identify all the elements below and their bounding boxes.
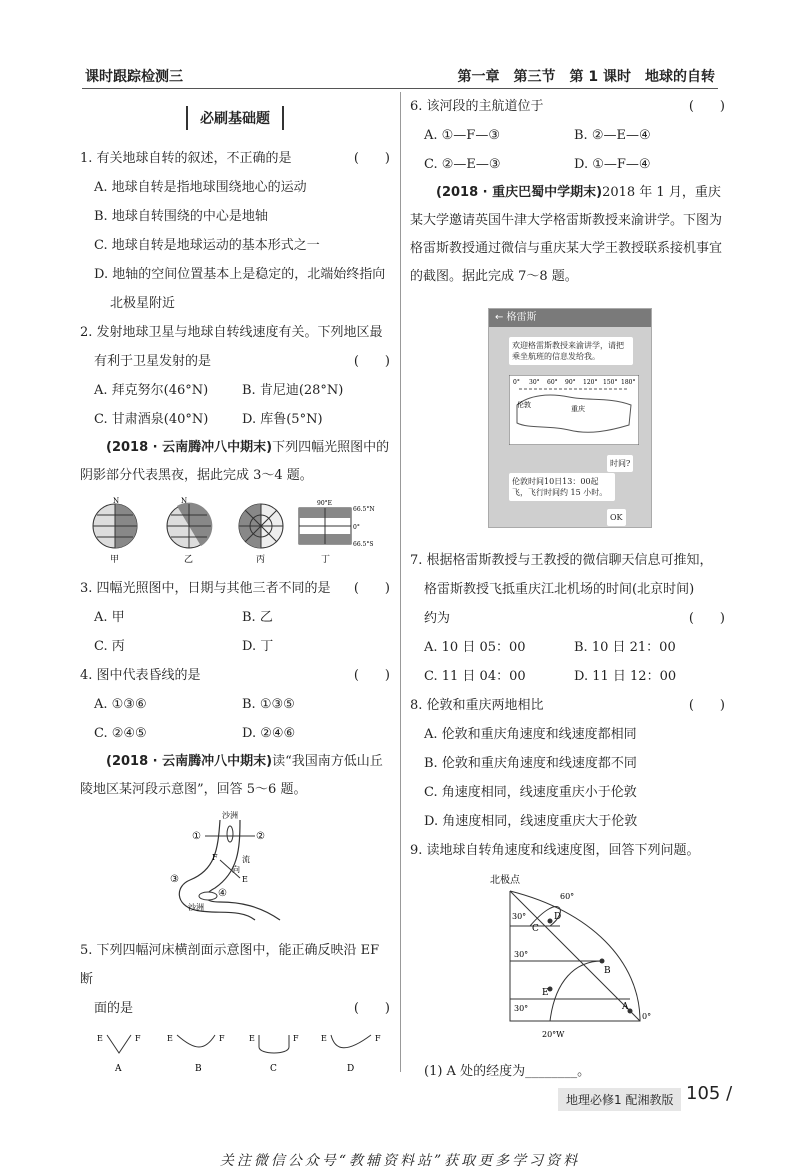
svg-text:E: E bbox=[242, 875, 248, 884]
svg-text:F: F bbox=[375, 1034, 381, 1043]
wechat-screenshot bbox=[488, 308, 652, 528]
q7-stem-3: 约为 ( ) bbox=[424, 611, 725, 626]
chat-world-map bbox=[509, 375, 639, 445]
q3-stem: 3. 四幅光照图中，日期与其他三者不同的是 ( ) bbox=[80, 581, 390, 596]
q7-options-row1: A. 10 日 05：00 B. 10 日 21：00 bbox=[424, 640, 676, 655]
header-left-title: 课时跟踪检测三 bbox=[85, 69, 183, 85]
svg-text:重庆: 重庆 bbox=[571, 405, 585, 413]
svg-text:流: 流 bbox=[242, 855, 250, 864]
q6-options-row1: A. ①—F—③ B. ②—E—④ bbox=[424, 128, 651, 143]
q1-option-b: B. 地球自转围绕的中心是地轴 bbox=[94, 209, 268, 224]
chat-message-1: 欢迎格雷斯教授来渝讲学，请把乘坐航班的信息发给我。 bbox=[509, 337, 633, 365]
svg-text:E: E bbox=[97, 1034, 103, 1043]
svg-text:90°E: 90°E bbox=[317, 500, 333, 507]
header-right-title: 第一章 第三节 第 1 课时 地球的自转 bbox=[457, 69, 715, 85]
svg-text:E: E bbox=[167, 1034, 173, 1043]
svg-text:B: B bbox=[604, 966, 611, 976]
profile-d bbox=[321, 1034, 381, 1074]
figure-ding bbox=[299, 500, 375, 565]
q6-stem: 6. 该河段的主航道位于 ( ) bbox=[410, 99, 725, 114]
svg-text:F: F bbox=[293, 1034, 299, 1043]
svg-text:丁: 丁 bbox=[321, 555, 331, 565]
svg-text:0°: 0° bbox=[642, 1012, 652, 1021]
chat-ask-time: 时间? bbox=[607, 455, 633, 472]
q7-options-row2: C. 11 日 04：00 D. 11 日 12：00 bbox=[424, 669, 677, 684]
svg-text:F: F bbox=[135, 1034, 141, 1043]
q7-stem-1: 7. 根据格雷斯教授与王教授的微信聊天信息可推知， bbox=[410, 553, 713, 568]
right-column bbox=[410, 92, 725, 291]
svg-text:D: D bbox=[554, 912, 562, 922]
intro-5-6: (2018 · 云南腾冲八中期末)读“我国南方低山丘陵地区某河段示意图”，回答 5～6 题。 bbox=[80, 754, 383, 797]
svg-text:A: A bbox=[115, 1064, 122, 1074]
chat-message-2: 伦敦时间10日13：00起飞，飞行时间约 15 小时。 bbox=[509, 473, 615, 501]
svg-text:向: 向 bbox=[232, 865, 240, 874]
svg-text:A: A bbox=[622, 1002, 629, 1012]
svg-text:60°: 60° bbox=[547, 379, 558, 386]
svg-text:乙: 乙 bbox=[184, 555, 194, 565]
section-title: 必刷基础题 bbox=[80, 106, 390, 130]
rotation-velocity-figure bbox=[490, 871, 670, 1051]
q2-stem-2: 有利于卫星发射的是 ( ) bbox=[94, 354, 390, 369]
q5-stem-2: 面的是 ( ) bbox=[94, 1001, 390, 1016]
q7-stem-2: 格雷斯教授飞抵重庆江北机场的时间(北京时间) bbox=[424, 582, 695, 597]
q3-options-row2: C. 丙 D. 丁 bbox=[94, 639, 274, 654]
q1-option-c: C. 地球自转是地球运动的基本形式之一 bbox=[94, 238, 320, 253]
q8-option-d: D. 角速度相同，线速度重庆大于伦敦 bbox=[424, 814, 638, 829]
intro-7-8: (2018 · 重庆巴蜀中学期末)2018 年 1 月，重庆某大学邀请英国牛津大学格雷斯教授来渝讲学。下图为格雷斯教授通过微信与重庆某大学王教授联系接机事宜的截图。据此完成 7～8 题。 bbox=[410, 185, 723, 284]
svg-text:0°: 0° bbox=[513, 379, 520, 386]
footer-badge: 地理必修1 配湘教版 bbox=[558, 1088, 681, 1111]
figure-jia bbox=[93, 497, 137, 565]
svg-text:N: N bbox=[113, 497, 120, 505]
svg-text:66.5°N: 66.5°N bbox=[353, 506, 375, 513]
q1-option-a: A. 地球自转是指地球围绕地心的运动 bbox=[94, 180, 307, 195]
left-column bbox=[80, 92, 390, 1083]
svg-text:C: C bbox=[532, 924, 539, 934]
q9-sub1: (1) A 处的经度为________。 bbox=[424, 1064, 591, 1079]
svg-text:沙洲: 沙洲 bbox=[188, 903, 204, 912]
svg-text:90°: 90° bbox=[565, 379, 576, 386]
header-rule bbox=[82, 88, 718, 89]
svg-text:30°: 30° bbox=[529, 379, 540, 386]
figure-yi bbox=[167, 497, 212, 565]
chat-ok-button[interactable]: OK bbox=[607, 509, 626, 526]
q2-options-row2: C. 甘肃酒泉(40°N) D. 库鲁(5°N) bbox=[94, 412, 323, 427]
q8-option-c: C. 角速度相同，线速度重庆小于伦敦 bbox=[424, 785, 637, 800]
svg-text:0°: 0° bbox=[353, 524, 360, 531]
svg-text:①: ① bbox=[192, 831, 201, 842]
svg-text:30°: 30° bbox=[514, 1004, 529, 1013]
svg-text:150°: 150° bbox=[603, 379, 618, 386]
svg-text:C: C bbox=[270, 1064, 277, 1074]
profile-figures bbox=[85, 1029, 385, 1077]
column-divider bbox=[400, 92, 401, 1072]
svg-text:D: D bbox=[347, 1064, 355, 1074]
q4-options-row2: C. ②④⑤ D. ②④⑥ bbox=[94, 726, 296, 741]
page-number: 105 / bbox=[686, 1083, 733, 1104]
q8-option-b: B. 伦敦和重庆角速度和线速度都不同 bbox=[424, 756, 637, 771]
svg-text:30°: 30° bbox=[514, 950, 529, 959]
q4-options-row1: A. ①③⑥ B. ①③⑤ bbox=[94, 697, 295, 712]
q1-option-d: D. 地轴的空间位置基本上是稳定的，北端始终指向 bbox=[94, 267, 386, 282]
svg-text:120°: 120° bbox=[583, 379, 598, 386]
q1-stem: 1. 有关地球自转的叙述，不正确的是 ( ) bbox=[80, 151, 390, 166]
q4-stem: 4. 图中代表昏线的是 ( ) bbox=[80, 668, 390, 683]
svg-text:180°: 180° bbox=[621, 379, 636, 386]
profile-a bbox=[97, 1034, 141, 1074]
intro-3-4: (2018 · 云南腾冲八中期末)下列四幅光照图中的阴影部分代表黑夜，据此完成 3～4 题。 bbox=[80, 440, 390, 483]
illumination-figures bbox=[85, 496, 385, 568]
chat-title-bar: ← 格雷斯 bbox=[489, 309, 651, 327]
svg-text:沙洲: 沙洲 bbox=[222, 811, 238, 820]
svg-text:N: N bbox=[181, 497, 188, 505]
svg-text:B: B bbox=[195, 1064, 202, 1074]
bottom-banner: 关注微信公众号“教辅资料站”获取更多学习资料 bbox=[219, 1153, 581, 1169]
svg-text:②: ② bbox=[256, 831, 265, 842]
svg-text:30°: 30° bbox=[512, 912, 527, 921]
svg-text:甲: 甲 bbox=[110, 555, 120, 565]
q2-stem-1: 2. 发射地球卫星与地球自转线速度有关。下列地区最 bbox=[80, 325, 383, 340]
q2-options-row1: A. 拜克努尔(46°N) B. 肯尼迪(28°N) bbox=[94, 383, 344, 398]
q8-option-a: A. 伦敦和重庆角速度和线速度都相同 bbox=[424, 727, 637, 742]
svg-text:F: F bbox=[219, 1034, 225, 1043]
svg-text:丙: 丙 bbox=[256, 555, 266, 565]
profile-b bbox=[167, 1034, 225, 1074]
svg-text:20°W: 20°W bbox=[542, 1030, 565, 1039]
svg-text:66.5°S: 66.5°S bbox=[353, 541, 374, 548]
svg-text:E: E bbox=[542, 988, 549, 998]
svg-text:E: E bbox=[321, 1034, 327, 1043]
svg-text:F: F bbox=[212, 853, 218, 862]
q6-options-row2: C. ②—E—③ D. ①—F—④ bbox=[424, 157, 651, 172]
svg-text:④: ④ bbox=[218, 888, 227, 899]
svg-text:60°: 60° bbox=[560, 892, 575, 901]
svg-text:北极点: 北极点 bbox=[490, 875, 520, 886]
q5-stem-1: 5. 下列四幅河床横剖面示意图中，能正确反映沿 EF 断 bbox=[80, 943, 380, 987]
river-figure bbox=[160, 810, 310, 930]
q8-stem: 8. 伦敦和重庆两地相比 ( ) bbox=[410, 698, 725, 713]
figure-bing bbox=[239, 504, 283, 565]
svg-text:E: E bbox=[249, 1034, 255, 1043]
q1-option-d-cont: 北极星附近 bbox=[110, 296, 176, 311]
right-column-lower bbox=[410, 546, 725, 1086]
profile-c bbox=[249, 1034, 299, 1074]
svg-text:伦敦: 伦敦 bbox=[517, 401, 531, 409]
svg-text:③: ③ bbox=[170, 874, 179, 885]
q3-options-row1: A. 甲 B. 乙 bbox=[94, 610, 273, 625]
q9-stem: 9. 读地球自转角速度和线速度图，回答下列问题。 bbox=[410, 843, 700, 858]
